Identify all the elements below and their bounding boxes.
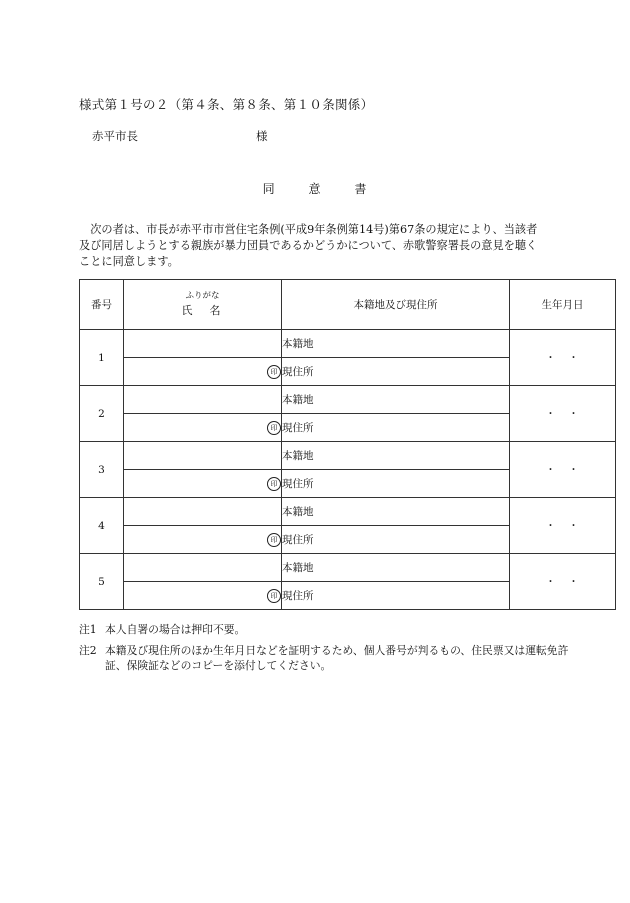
domicile-label: 本籍地 xyxy=(282,450,314,462)
header-number: 番号 xyxy=(80,280,124,330)
row-number: 1 xyxy=(80,330,124,386)
dob-field[interactable] xyxy=(510,386,616,442)
dob-placeholder: ・ ・ xyxy=(545,352,580,364)
furigana-field[interactable] xyxy=(124,330,282,358)
statement-line: ことに同意します。 xyxy=(79,254,179,268)
seal-icon: 印 xyxy=(267,589,281,603)
addressee-honorific: 様 xyxy=(256,129,268,143)
domicile-field[interactable] xyxy=(282,386,510,414)
row-number: 3 xyxy=(80,442,124,498)
header-name xyxy=(124,280,282,330)
seal-icon: 印 xyxy=(267,533,281,547)
note-item xyxy=(79,643,579,673)
row-number: 5 xyxy=(80,554,124,610)
form-number: 様式第１号の２（第４条、第８条、第１０条関係） xyxy=(79,97,374,112)
residence-field[interactable] xyxy=(282,358,510,386)
name-field[interactable] xyxy=(124,582,282,610)
residence-field[interactable] xyxy=(282,526,510,554)
note-label: 注2 xyxy=(79,644,97,657)
title-char: 意 xyxy=(308,182,322,196)
dob-field[interactable] xyxy=(510,498,616,554)
residence-field[interactable] xyxy=(282,470,510,498)
residence-label: 現住所 xyxy=(282,422,314,434)
note-text: 本人自署の場合は押印不要。 xyxy=(105,623,246,636)
name-field[interactable] xyxy=(124,470,282,498)
note-item xyxy=(79,622,579,637)
table-row xyxy=(80,386,616,414)
domicile-field[interactable] xyxy=(282,330,510,358)
title-char: 同 xyxy=(262,182,276,196)
domicile-field[interactable] xyxy=(282,498,510,526)
name-field[interactable] xyxy=(124,414,282,442)
seal-icon: 印 xyxy=(267,477,281,491)
header-address: 本籍地及び現住所 xyxy=(282,280,510,330)
residence-field[interactable] xyxy=(282,414,510,442)
dob-field[interactable] xyxy=(510,330,616,386)
dob-placeholder: ・ ・ xyxy=(545,576,580,588)
name-field[interactable] xyxy=(124,526,282,554)
domicile-label: 本籍地 xyxy=(282,506,314,518)
residence-label: 現住所 xyxy=(282,590,314,602)
furigana-field[interactable] xyxy=(124,554,282,582)
consent-table xyxy=(79,279,616,610)
row-number: 4 xyxy=(80,498,124,554)
consent-statement xyxy=(79,222,559,269)
domicile-label: 本籍地 xyxy=(282,562,314,574)
dob-placeholder: ・ ・ xyxy=(545,520,580,532)
furigana-field[interactable] xyxy=(124,498,282,526)
note-label: 注1 xyxy=(79,623,97,636)
notes xyxy=(79,622,579,679)
header-furigana: ふりがな xyxy=(185,291,220,301)
seal-icon: 印 xyxy=(267,365,281,379)
header-name-label: 氏 名 xyxy=(181,304,224,317)
table-row xyxy=(80,554,616,582)
statement-line: 及び同居しようとする親族が暴力団員であるかどうかについて、赤歌警察署長の意見を聴く xyxy=(79,238,538,252)
furigana-field[interactable] xyxy=(124,442,282,470)
addressee: 赤平市長 xyxy=(92,129,138,143)
domicile-field[interactable] xyxy=(282,554,510,582)
name-field[interactable] xyxy=(124,358,282,386)
residence-field[interactable] xyxy=(282,582,510,610)
domicile-label: 本籍地 xyxy=(282,394,314,406)
residence-label: 現住所 xyxy=(282,366,314,378)
row-number: 2 xyxy=(80,386,124,442)
header-dob: 生年月日 xyxy=(510,280,616,330)
title-char: 書 xyxy=(354,182,368,196)
residence-label: 現住所 xyxy=(282,478,314,490)
table-row xyxy=(80,442,616,470)
domicile-field[interactable] xyxy=(282,442,510,470)
statement-line: 次の者は、市長が赤平市市営住宅条例(平成9年条例第14号)第67条の規定により、当該者 xyxy=(79,223,538,236)
dob-field[interactable] xyxy=(510,554,616,610)
domicile-label: 本籍地 xyxy=(282,338,314,350)
dob-field[interactable] xyxy=(510,442,616,498)
note-text: 本籍及び現住所のほか生年月日などを証明するため、個人番号が判るもの、住民票又は運転免許証、保険証などのコピーを添付してください。 xyxy=(105,644,569,672)
table-row xyxy=(80,330,616,358)
furigana-field[interactable] xyxy=(124,386,282,414)
table-header-row xyxy=(80,280,616,330)
residence-label: 現住所 xyxy=(282,534,314,546)
table-row xyxy=(80,498,616,526)
seal-icon: 印 xyxy=(267,421,281,435)
dob-placeholder: ・ ・ xyxy=(545,464,580,476)
dob-placeholder: ・ ・ xyxy=(545,408,580,420)
document-title xyxy=(0,180,630,197)
